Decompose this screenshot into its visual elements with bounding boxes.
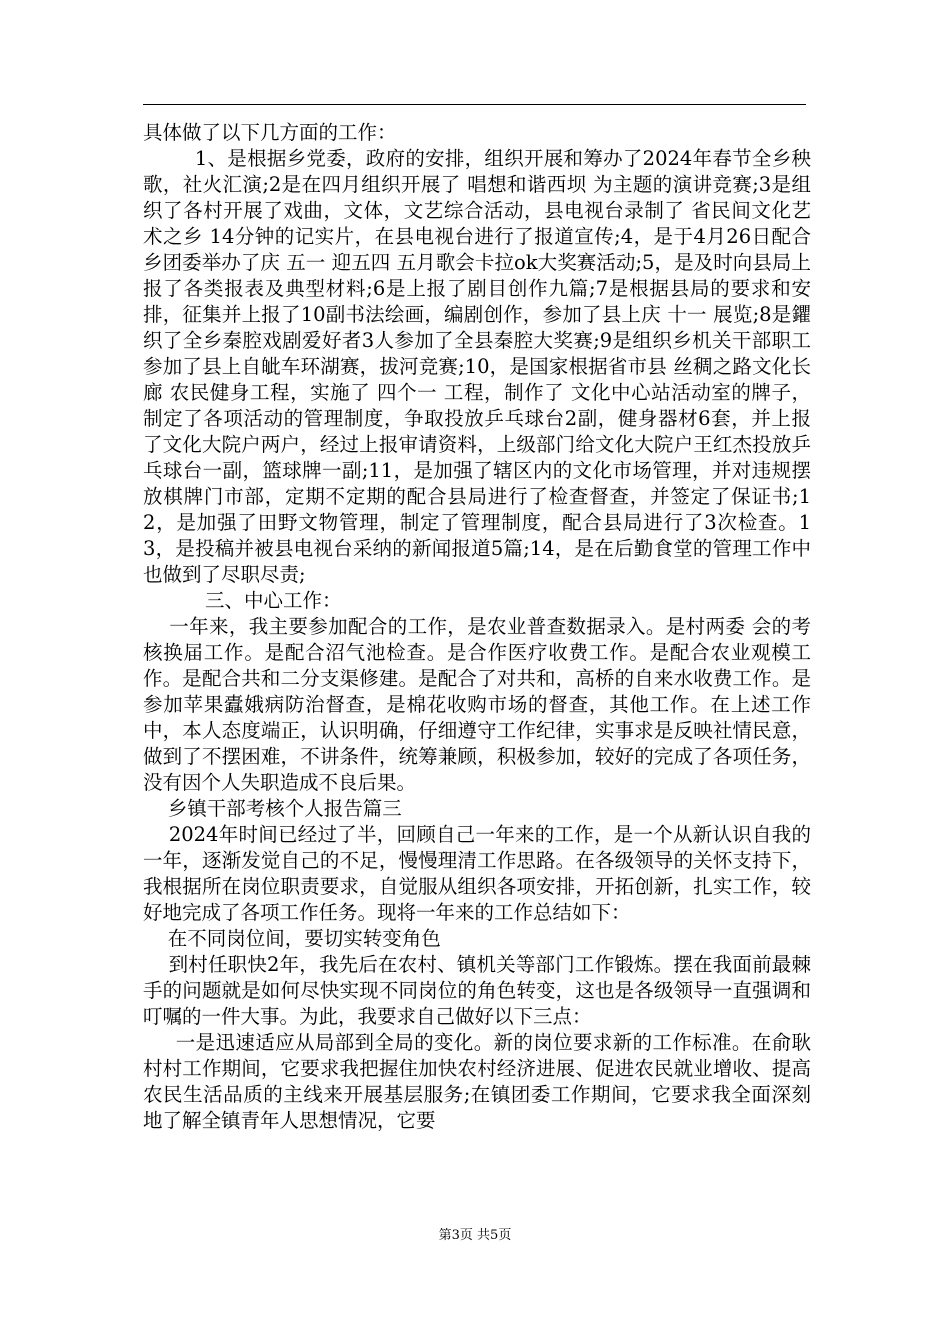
paragraph-intro: 具体做了以下几方面的工作： [143, 121, 397, 144]
paragraph-work-list: 1、是根据乡党委，政府的安排，组织开展和筹办了2024年春节全乡秧歌，社火汇演;2是在四月组织开展了 唱想和谐西坝 为主题的演讲竞赛;3是组织了各村开展了戏曲，文体，文艺综合活动，县电视台录制了 省民间文化艺术之乡 14分钟的记实片，在县电视台进行了报道宣传;4，是于4月26日配合乡团委举办了庆 五一 迎五四 五月歌会卡拉ok大奖赛活动;5，是及时向县局上报了各类报表及典型材料;6是上报了剧目创作九篇;7是根据县局的要求和安排，征集并上报了10副书法绘画，编剧创作，参加了县上庆 十一 展览;8是鑺织了全乡秦腔戏剧爱好者3人参加了全县秦腔大奖赛;9是组织乡机关干部职工参加了县上自皉车环湖赛，拔河竞赛;10，是国家根据省市县 丝稠之路文化长廊 农民健身工程，实施了 四个一 工程，制作了 文化中心站活动室的牌子，制定了各项活动的管理制度，争取投放乒乓球台2副，健身器材6套，并上报了文化大院户两户，经过上报审请资料，上级部门给文化大院户王红杰投放乒乓球台一副，篮球牌一副;11，是加强了辖区内的文化市场管理，并对违规摆放棋牌门市部，定期不定期的配合县局进行了检查督查，并签定了保证书;12，是加强了田野文物管理，制定了管理制度，配合县局进行了3次检查。13，是投稿并被县电视台采纳的新闻报道5篇;14，是在后勤食堂的管理工作中也做到了尽职尽责; [143, 147, 811, 586]
header-rule [143, 104, 806, 105]
section-title-report-three: 乡镇干部考核个人报告篇三 [143, 797, 402, 820]
paragraph-village-post: 到村任职快2年，我先后在农村、镇机关等部门工作锻炼。摆在我面前最棘手的问题就是如何尽快实现不同岗位的角色转变，这也是各级领导一直强调和叮嘱的一件大事。为此，我要求自己做好以下三点： [143, 953, 811, 1028]
document-body [143, 120, 811, 1134]
paragraph-point-one: 一是迅速适应从局部到全局的变化。新的岗位要求新的工作标准。在俞耿村村工作期间，它要求我把握住加快农村经济进展、促进农民就业增收、提高农民生活品质的主线来开展基层服务;在镇团委工作期间，它要求我全面深刻地了解全镇青年人思想情况，它要 [143, 1031, 811, 1132]
subheading-role-change: 在不同岗位间，要切实转变角色 [143, 927, 441, 950]
section-heading-central-work: 三、中心工作： [143, 589, 342, 612]
paragraph-central-work: 一年来，我主要参加配合的工作，是农业普查数据录入。是村两委 会的考核换届工作。是配合沼气池检查。是合作医疗收费工作。是配合农业观模工作。是配合共和二分支渠修建。是配合了对共和，高桥的自来水收费工作。是参加苹果蠹娥病防治督查，是棉花收购市场的督查，其他工作。在上述工作中，本人态度端正，认识明确，仔细遵守工作纪律，实事求是反映社情民意，做到了不摆困难，不讲条件，统筹兼顾，积极参加，较好的完成了各项任务，没有因个人失职造成不良后果。 [143, 615, 812, 794]
paragraph-year-review: 2024年时间已经过了半，回顾自己一年来的工作，是一个从新认识自我的一年，逐渐发觉自己的不足，慢慢理清工作思路。在各级领导的关怀支持下，我根据所在岗位职责要求，自觉服从组织各项安排，开拓创新，扎实工作，较好地完成了各项工作任务。现将一年来的工作总结如下： [143, 823, 811, 924]
page-number-footer: 第3页 共5页 [438, 1228, 512, 1243]
